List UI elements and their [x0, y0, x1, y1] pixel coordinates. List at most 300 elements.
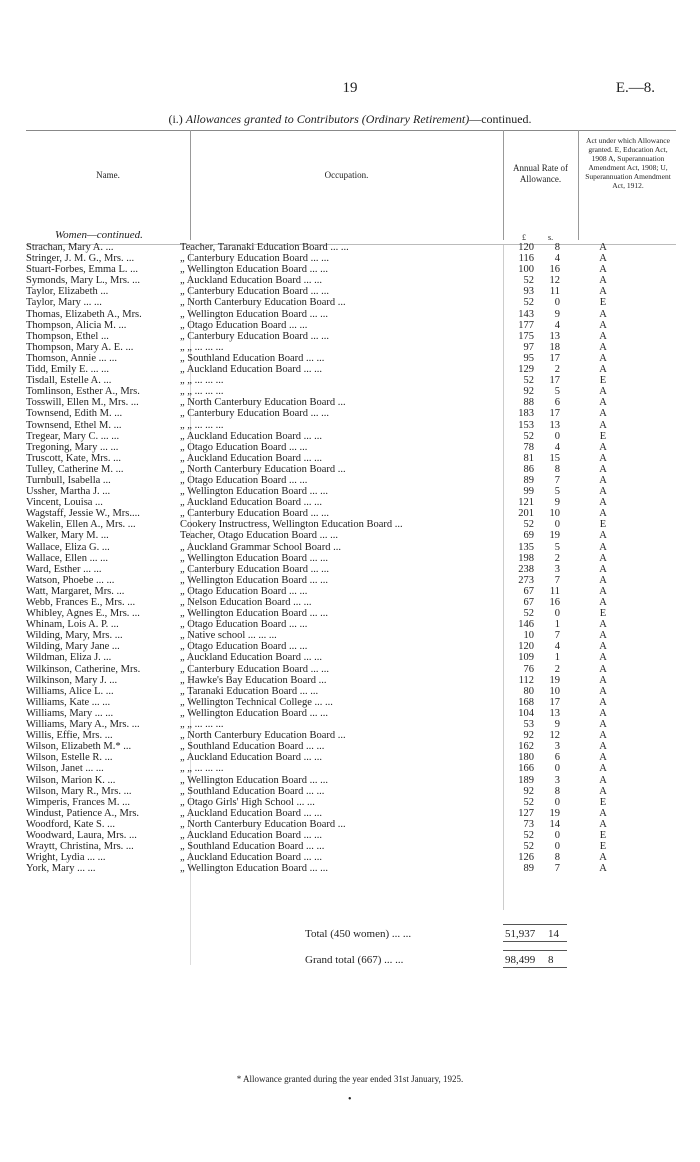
cell-occupation: „ Southland Education Board ... ... — [180, 352, 325, 364]
cell-name: Tulley, Catherine M. ... — [26, 463, 124, 475]
cell-shillings: 18 — [549, 341, 560, 353]
cell-occupation: „ Wellington Education Board ... ... — [180, 707, 328, 719]
table-row — [0, 442, 700, 453]
cell-name: Wallace, Eliza G. ... — [26, 541, 110, 553]
cell-shillings: 3 — [554, 563, 560, 575]
cell-shillings: 9 — [554, 719, 560, 731]
cell-act: A — [599, 752, 607, 764]
cell-occupation: „ Hawke's Bay Education Board ... — [180, 674, 327, 686]
cell-occupation: „ Otago Education Board ... ... — [180, 474, 308, 486]
table-row — [0, 420, 700, 431]
cell-name: Williams, Kate ... ... — [26, 696, 111, 708]
cell-act: A — [599, 630, 607, 642]
cell-occupation: Teacher, Otago Education Board ... ... — [180, 530, 339, 542]
cell-shillings: 19 — [549, 674, 560, 686]
cell-act: A — [599, 308, 607, 320]
cell-pounds: 52 — [523, 375, 534, 387]
cell-pounds: 81 — [523, 452, 534, 464]
cell-shillings: 1 — [554, 652, 560, 664]
cell-shillings: 17 — [549, 375, 560, 387]
cell-occupation: „ „ ... ... ... — [180, 375, 224, 387]
cell-name: Wilkinson, Mary J. ... — [26, 674, 118, 686]
cell-name: York, Mary ... ... — [26, 863, 96, 875]
cell-pounds: 53 — [523, 719, 534, 731]
document-reference: E.—8. — [615, 80, 655, 96]
table-row — [0, 564, 700, 575]
cell-pounds: 76 — [523, 663, 534, 675]
table-row — [0, 775, 700, 786]
cell-pounds: 162 — [518, 741, 534, 753]
cell-name: Thompson, Mary A. E. ... — [26, 341, 134, 353]
cell-name: Wilson, Elizabeth M.* ... — [26, 741, 132, 753]
table-row — [0, 708, 700, 719]
table-row — [0, 297, 700, 308]
cell-shillings: 2 — [554, 552, 560, 564]
cell-occupation: „ Otago Education Board ... ... — [180, 641, 308, 653]
cell-occupation: „ Wellington Education Board ... ... — [180, 308, 328, 320]
cell-occupation: „ North Canterbury Education Board ... — [180, 397, 346, 409]
cell-occupation: Teacher, Taranaki Education Board ... ... — [180, 242, 349, 253]
cell-occupation: „ „ ... ... ... — [180, 763, 224, 775]
column-divider — [503, 130, 504, 240]
cell-occupation: „ Wellington Education Board ... ... — [180, 574, 328, 586]
cell-occupation: „ Canterbury Education Board ... ... — [180, 408, 329, 420]
table-row — [0, 763, 700, 774]
table-row — [0, 486, 700, 497]
cell-shillings: 4 — [554, 441, 560, 453]
table-row — [0, 320, 700, 331]
cell-act: A — [599, 619, 607, 631]
cell-pounds: 97 — [523, 341, 534, 353]
cell-pounds: 198 — [518, 552, 534, 564]
cell-pounds: 67 — [523, 597, 534, 608]
table-row — [0, 575, 700, 586]
table-row — [0, 464, 700, 475]
cell-pounds: 273 — [518, 574, 534, 586]
cell-pounds: 67 — [523, 585, 534, 597]
cell-act: E — [599, 829, 607, 841]
table-row — [0, 630, 700, 641]
table-row — [0, 664, 700, 675]
table-row — [0, 619, 700, 630]
cell-shillings: 7 — [554, 474, 560, 486]
cell-name: Williams, Mary ... ... — [26, 707, 114, 719]
footnote: * Allowance granted during the year ended 31st January, 1925. — [236, 1074, 464, 1084]
table-row — [0, 397, 700, 408]
table-row — [0, 752, 700, 763]
total-women-label: Total (450 women) ... ... — [305, 928, 412, 940]
cell-occupation: „ Wellington Education Board ... ... — [180, 486, 328, 498]
cell-name: Wilson, Marion K. ... — [26, 774, 116, 786]
cell-shillings: 0 — [554, 829, 560, 841]
cell-pounds: 146 — [518, 619, 534, 631]
cell-occupation: „ Wellington Education Board ... ... — [180, 774, 328, 786]
caption-suffix: —continued. — [469, 112, 532, 126]
table-row — [0, 741, 700, 752]
cell-name: Wilding, Mary Jane ... — [26, 641, 120, 653]
cell-act: A — [599, 696, 607, 708]
cell-act: E — [599, 297, 607, 309]
cell-act: A — [599, 419, 607, 431]
cell-occupation: „ North Canterbury Education Board ... — [180, 463, 346, 475]
cell-occupation: „ Wellington Education Board ... ... — [180, 552, 328, 564]
cell-occupation: „ North Canterbury Education Board ... — [180, 730, 346, 742]
cell-name: Wright, Lydia ... ... — [26, 852, 106, 864]
cell-occupation: „ Auckland Education Board ... ... — [180, 829, 323, 841]
cell-occupation: „ Canterbury Education Board ... ... — [180, 330, 329, 342]
cell-occupation: „ Canterbury Education Board ... ... — [180, 508, 329, 520]
cell-pounds: 52 — [523, 841, 534, 853]
cell-pounds: 89 — [523, 863, 534, 875]
table-row — [0, 542, 700, 553]
cell-shillings: 16 — [549, 264, 560, 276]
cell-act: A — [599, 330, 607, 342]
cell-name: Vincent, Louisa ... — [26, 497, 103, 509]
cell-shillings: 12 — [549, 730, 560, 742]
cell-pounds: 99 — [523, 486, 534, 498]
cell-name: Turnbull, Isabella ... — [26, 474, 111, 486]
cell-name: Townsend, Edith M. ... — [26, 408, 123, 420]
cell-pounds: 100 — [518, 264, 534, 276]
cell-occupation: „ Auckland Education Board ... ... — [180, 430, 323, 442]
cell-shillings: 0 — [554, 796, 560, 808]
cell-act: A — [599, 585, 607, 597]
cell-pounds: 177 — [518, 319, 534, 331]
cell-shillings: 2 — [554, 364, 560, 376]
column-divider — [190, 130, 191, 240]
table-row — [0, 253, 700, 264]
cell-occupation: „ Native school ... ... ... — [180, 630, 277, 642]
cell-act: A — [599, 785, 607, 797]
cell-occupation: „ Auckland Education Board ... ... — [180, 452, 323, 464]
cell-pounds: 92 — [523, 730, 534, 742]
cell-act: A — [599, 530, 607, 542]
table-row — [0, 519, 700, 530]
cell-name: Williams, Mary A., Mrs. ... — [26, 719, 140, 731]
cell-occupation: „ Southland Education Board ... ... — [180, 841, 325, 853]
cell-name: Wilson, Janet ... ... — [26, 763, 104, 775]
cell-pounds: 86 — [523, 463, 534, 475]
cell-pounds: 88 — [523, 397, 534, 409]
cell-name: Tosswill, Ellen M., Mrs. ... — [26, 397, 139, 409]
cell-name: Willis, Effie, Mrs. ... — [26, 730, 113, 742]
cell-occupation: „ Wellington Technical College ... ... — [180, 696, 333, 708]
cell-name: Stuart-Forbes, Emma L. ... — [26, 264, 138, 276]
table-row — [0, 453, 700, 464]
table-row — [0, 830, 700, 841]
table-row — [0, 286, 700, 297]
cell-shillings: 3 — [554, 741, 560, 753]
cell-name: Stringer, J. M. G., Mrs. ... — [26, 253, 135, 265]
cell-shillings: 10 — [549, 685, 560, 697]
caption-prefix: (i.) — [168, 112, 183, 126]
cell-occupation: „ „ ... ... ... — [180, 386, 224, 398]
cell-name: Thomson, Annie ... ... — [26, 352, 117, 364]
cell-name: Tidd, Emily E. ... ... — [26, 364, 110, 376]
header-act: Act under which Allowance granted. E, Education Act, 1908 A, Superannuation Amendment Act, 1908; U, Superannuation Amendment Act, 1912. — [585, 136, 671, 190]
cell-shillings: 13 — [549, 330, 560, 342]
cell-occupation: „ Wellington Education Board ... ... — [180, 608, 328, 620]
cell-occupation: „ Otago Girls' High School ... ... — [180, 796, 315, 808]
cell-act: A — [599, 685, 607, 697]
cell-occupation: „ Otago Education Board ... ... — [180, 619, 308, 631]
cell-name: Webb, Frances E., Mrs. ... — [26, 597, 136, 608]
cell-name: Taylor, Mary ... ... — [26, 297, 102, 309]
cell-act: E — [599, 430, 607, 442]
table-row — [0, 497, 700, 508]
cell-act: A — [599, 552, 607, 564]
cell-occupation: „ Canterbury Education Board ... ... — [180, 253, 329, 265]
cell-pounds: 189 — [518, 774, 534, 786]
cell-occupation: „ Auckland Education Board ... ... — [180, 364, 323, 376]
cell-name: Wilding, Mary, Mrs. ... — [26, 630, 123, 642]
cell-name: Tregear, Mary C. ... ... — [26, 430, 120, 442]
cell-name: Wallace, Ellen ... ... — [26, 552, 108, 564]
cell-act: E — [599, 841, 607, 853]
cell-occupation: „ Auckland Education Board ... ... — [180, 752, 323, 764]
cell-pounds: 120 — [518, 641, 534, 653]
cell-shillings: 3 — [554, 774, 560, 786]
cell-name: Thomas, Elizabeth A., Mrs. — [26, 308, 142, 320]
header-occupation: Occupation. — [324, 170, 369, 180]
cell-pounds: 175 — [518, 330, 534, 342]
cell-shillings: 5 — [554, 486, 560, 498]
table-row — [0, 841, 700, 852]
cell-act: A — [599, 597, 607, 608]
cell-shillings: 7 — [554, 630, 560, 642]
cell-shillings: 0 — [554, 608, 560, 620]
table-row — [0, 852, 700, 863]
table-body — [0, 242, 700, 874]
cell-act: A — [599, 818, 607, 830]
cell-act: A — [599, 807, 607, 819]
table-row — [0, 586, 700, 597]
cell-occupation: „ Nelson Education Board ... ... — [180, 597, 312, 608]
cell-pounds: 73 — [523, 818, 534, 830]
cell-occupation: „ Otago Education Board ... ... — [180, 319, 308, 331]
cell-act: E — [599, 608, 607, 620]
cell-name: Tomlinson, Esther A., Mrs. — [26, 386, 140, 398]
cell-pounds: 93 — [523, 286, 534, 298]
cell-shillings: 9 — [554, 497, 560, 509]
cell-shillings: 4 — [554, 319, 560, 331]
cell-act: A — [599, 674, 607, 686]
cell-name: Taylor, Elizabeth ... — [26, 286, 109, 298]
cell-act: A — [599, 286, 607, 298]
cell-occupation: „ Canterbury Education Board ... ... — [180, 563, 329, 575]
cell-act: A — [599, 264, 607, 276]
cell-shillings: 7 — [554, 574, 560, 586]
cell-pounds: 238 — [518, 563, 534, 575]
cell-pounds: 135 — [518, 541, 534, 553]
cell-shillings: 19 — [549, 530, 560, 542]
table-row — [0, 309, 700, 320]
unit-shillings: s. — [548, 233, 554, 242]
cell-occupation: „ „ ... ... ... — [180, 719, 224, 731]
cell-act: A — [599, 852, 607, 864]
cell-name: Tisdall, Estelle A. ... — [26, 375, 112, 387]
column-divider — [578, 130, 579, 240]
table-row — [0, 719, 700, 730]
cell-pounds: 180 — [518, 752, 534, 764]
cell-shillings: 2 — [554, 663, 560, 675]
header-name: Name. — [96, 170, 120, 180]
table-row — [0, 863, 700, 874]
cell-pounds: 183 — [518, 408, 534, 420]
cell-act: A — [599, 386, 607, 398]
cell-pounds: 127 — [518, 807, 534, 819]
cell-occupation: „ Auckland Education Board ... ... — [180, 852, 323, 864]
cell-name: Tregoning, Mary ... ... — [26, 441, 119, 453]
cell-shillings: 13 — [549, 707, 560, 719]
cell-act: A — [599, 341, 607, 353]
cell-act: A — [599, 452, 607, 464]
cell-shillings: 17 — [549, 352, 560, 364]
cell-shillings: 10 — [549, 508, 560, 520]
cell-shillings: 9 — [554, 308, 560, 320]
cell-shillings: 13 — [549, 419, 560, 431]
cell-shillings: 8 — [554, 242, 560, 253]
table-row — [0, 553, 700, 564]
bottom-mark: • — [348, 1094, 352, 1105]
cell-occupation: „ Auckland Education Board ... ... — [180, 652, 323, 664]
total-women-shillings: 14 — [548, 928, 559, 940]
cell-name: Thompson, Ethel ... — [26, 330, 109, 342]
cell-occupation: „ North Canterbury Education Board ... — [180, 297, 346, 309]
table-row — [0, 697, 700, 708]
table-row — [0, 797, 700, 808]
cell-occupation: „ Otago Education Board ... ... — [180, 441, 308, 453]
table-row — [0, 408, 700, 419]
table-row — [0, 375, 700, 386]
cell-pounds: 168 — [518, 696, 534, 708]
cell-shillings: 8 — [554, 852, 560, 864]
cell-name: Strachan, Mary A. ... — [26, 242, 114, 253]
cell-shillings: 0 — [554, 841, 560, 853]
table-row — [0, 652, 700, 663]
cell-name: Wilkinson, Catherine, Mrs. — [26, 663, 141, 675]
table-row — [0, 786, 700, 797]
table-row — [0, 608, 700, 619]
cell-name: Ward, Esther ... ... — [26, 563, 102, 575]
table-caption — [0, 112, 700, 127]
cell-name: Wilson, Mary R., Mrs. ... — [26, 785, 132, 797]
cell-name: Wraytt, Christina, Mrs. ... — [26, 841, 134, 853]
cell-act: A — [599, 663, 607, 675]
table-row — [0, 342, 700, 353]
cell-pounds: 112 — [518, 674, 534, 686]
cell-pounds: 166 — [518, 763, 534, 775]
cell-shillings: 5 — [554, 386, 560, 398]
cell-name: Truscott, Kate, Mrs. ... — [26, 452, 121, 464]
cell-act: A — [599, 652, 607, 664]
cell-shillings: 16 — [549, 597, 560, 608]
cell-name: Thompson, Alicia M. ... — [26, 319, 127, 331]
cell-pounds: 52 — [523, 519, 534, 531]
cell-act: A — [599, 253, 607, 265]
table-row — [0, 264, 700, 275]
table-row — [0, 597, 700, 608]
cell-act: A — [599, 497, 607, 509]
grand-total-shillings: 8 — [548, 954, 554, 966]
cell-name: Walker, Mary M. ... — [26, 530, 109, 542]
cell-pounds: 89 — [523, 474, 534, 486]
cell-shillings: 0 — [554, 297, 560, 309]
cell-act: E — [599, 796, 607, 808]
cell-occupation: „ Wellington Education Board ... ... — [180, 264, 328, 276]
cell-act: E — [599, 519, 607, 531]
grand-total-label: Grand total (667) ... ... — [305, 954, 404, 966]
cell-name: Watt, Margaret, Mrs. ... — [26, 585, 125, 597]
cell-act: A — [599, 741, 607, 753]
cell-shillings: 0 — [554, 519, 560, 531]
cell-occupation: „ Otago Education Board ... ... — [180, 585, 308, 597]
cell-act: A — [599, 474, 607, 486]
cell-pounds: 10 — [523, 630, 534, 642]
cell-occupation: „ Southland Education Board ... ... — [180, 741, 325, 753]
cell-act: A — [599, 397, 607, 409]
cell-pounds: 92 — [523, 386, 534, 398]
cell-shillings: 11 — [549, 286, 560, 298]
cell-act: A — [599, 863, 607, 875]
cell-act: A — [599, 319, 607, 331]
cell-occupation: „ Wellington Education Board ... ... — [180, 863, 328, 875]
grand-total-pounds: 98,499 — [505, 954, 536, 966]
cell-act: A — [599, 719, 607, 731]
cell-shillings: 19 — [549, 807, 560, 819]
cell-shillings: 6 — [554, 752, 560, 764]
cell-pounds: 92 — [523, 785, 534, 797]
cell-pounds: 104 — [518, 707, 534, 719]
cell-shillings: 17 — [549, 696, 560, 708]
cell-pounds: 126 — [518, 852, 534, 864]
cell-name: Symonds, Mary L., Mrs. ... — [26, 275, 141, 287]
table-row — [0, 819, 700, 830]
cell-act: A — [599, 364, 607, 376]
cell-shillings: 0 — [554, 430, 560, 442]
section-label: Women—continued. — [55, 229, 143, 241]
cell-pounds: 52 — [523, 275, 534, 287]
table-row — [0, 431, 700, 442]
cell-act: A — [599, 463, 607, 475]
cell-pounds: 116 — [518, 253, 534, 265]
cell-act: A — [599, 574, 607, 586]
table-row — [0, 508, 700, 519]
cell-occupation: „ Auckland Education Board ... ... — [180, 275, 323, 287]
cell-name: Townsend, Ethel M. ... — [26, 419, 122, 431]
cell-pounds: 129 — [518, 364, 534, 376]
cell-shillings: 11 — [549, 585, 560, 597]
cell-pounds: 109 — [518, 652, 534, 664]
cell-shillings: 5 — [554, 541, 560, 553]
cell-act: A — [599, 408, 607, 420]
cell-pounds: 69 — [523, 530, 534, 542]
cell-occupation: „ North Canterbury Education Board ... — [180, 818, 346, 830]
cell-name: Wagstaff, Jessie W., Mrs.... — [26, 508, 140, 520]
table-row — [0, 641, 700, 652]
cell-shillings: 8 — [554, 463, 560, 475]
cell-pounds: 78 — [523, 441, 534, 453]
table-row — [0, 242, 700, 253]
cell-pounds: 52 — [523, 297, 534, 309]
cell-pounds: 143 — [518, 308, 534, 320]
total-women-pounds: 51,937 — [505, 928, 536, 940]
table-row — [0, 353, 700, 364]
cell-act: A — [599, 541, 607, 553]
cell-shillings: 0 — [554, 763, 560, 775]
cell-act: A — [599, 774, 607, 786]
table-row — [0, 686, 700, 697]
